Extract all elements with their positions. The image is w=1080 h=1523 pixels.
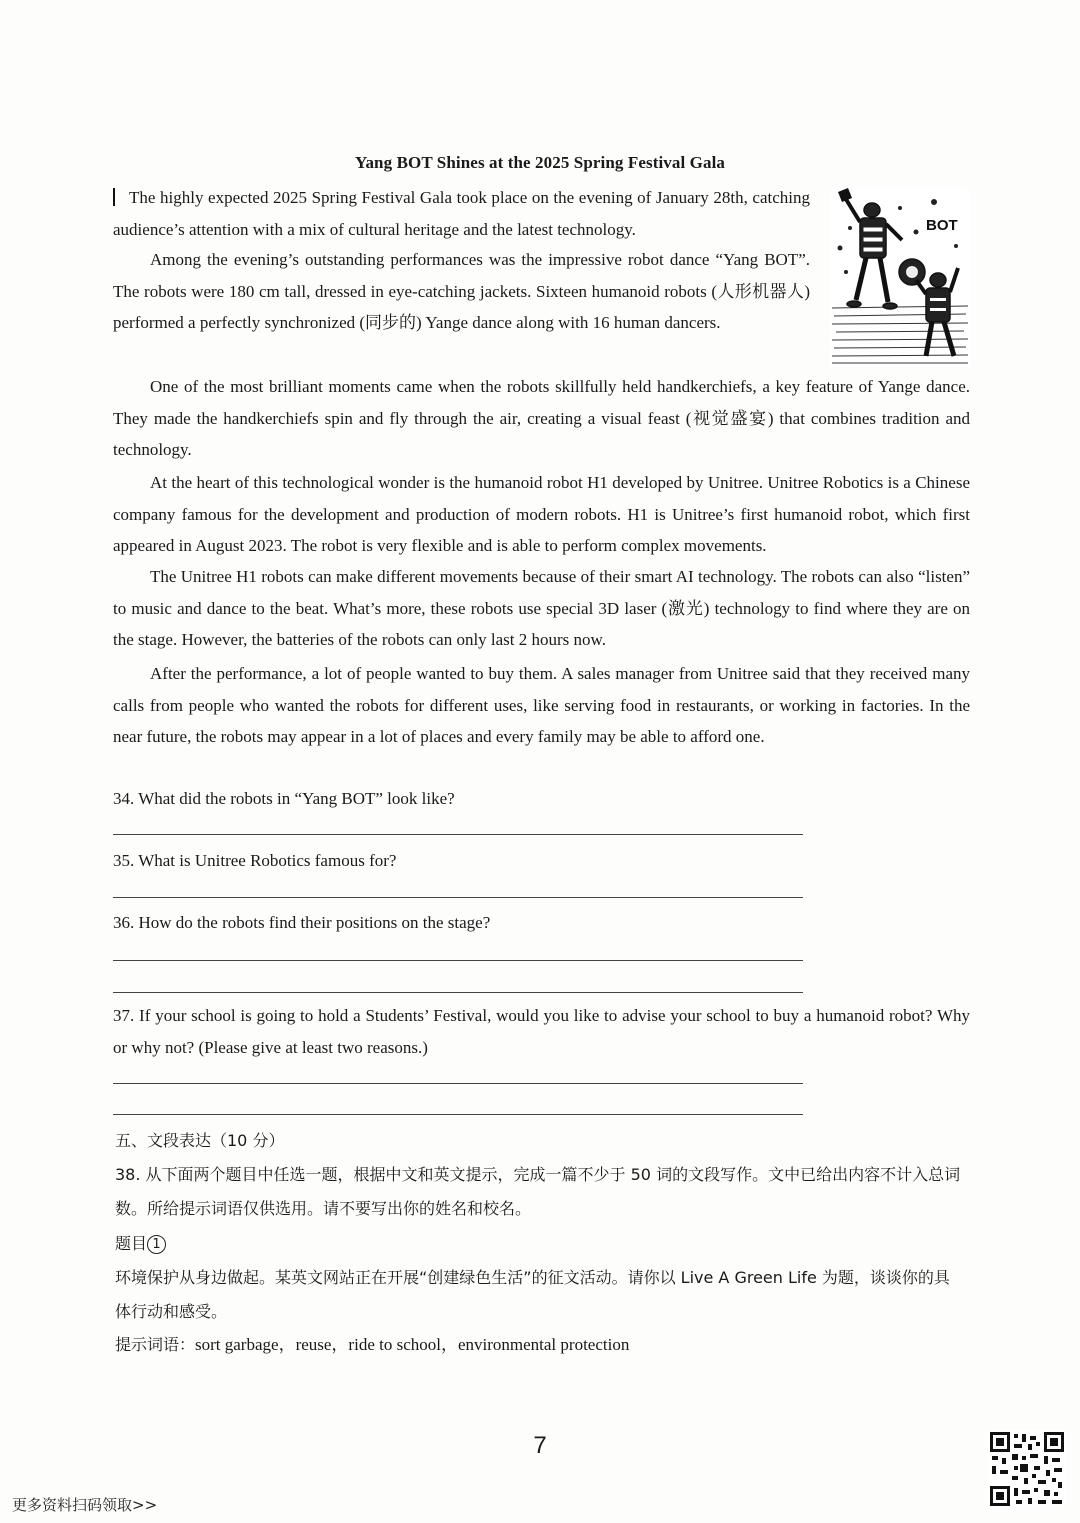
footer-promo-text[interactable]: 更多资料扫码领取>>	[12, 1496, 158, 1514]
section-5-heading: 五、文段表达（10 分）	[115, 1131, 285, 1150]
topic-1-heading	[115, 1227, 965, 1261]
answer-line-34[interactable]	[113, 834, 803, 835]
question-36: 36. How do the robots find their positions on the stage?	[113, 913, 491, 932]
paragraph-3: One of the most brilliant moments came when the robots skillfully held handkerchiefs, a key feature of Yange dance. They made the handkerchiefs spin and fly through the air, creating a visual feast (视觉盛宴) that combines tradition and technology.	[113, 377, 970, 459]
question-37: 37. If your school is going to hold a Students’ Festival, would you like to advise your school to buy a humanoid robot? Why or why not? (Please give at least two reasons.)	[113, 1006, 970, 1057]
hint-words	[115, 1328, 965, 1362]
question-38: 38. 从下面两个题目中任选一题，根据中文和英文提示，完成一篇不少于 50 词的文段写作。文中已给出内容不计入总词数。所给提示词语仅供选用。请不要写出你的姓名和校名。	[115, 1165, 961, 1218]
bot-label: BOT	[926, 217, 958, 234]
answer-line-36b[interactable]	[113, 992, 803, 993]
answer-line-36a[interactable]	[113, 960, 803, 961]
topic-number-circle: 1	[147, 1235, 166, 1254]
paragraph-4: At the heart of this technological wonder is the humanoid robot H1 developed by Unitree. Unitree Robotics is a Chinese company famous for the development and production of modern robots. H1 is Unitree’s first humanoid robot, which first appeared in August 2023. The robot is very flexible and is able to perform complex movements.	[113, 473, 970, 555]
answer-line-37a[interactable]	[113, 1083, 803, 1084]
topic-1-text: 环境保护从身边做起。某英文网站正在开展“创建绿色生活”的征文活动。请你以 Live A Green Life 为题，谈谈你的具体行动和感受。	[115, 1268, 950, 1321]
paragraph-1	[113, 182, 810, 245]
hint-label: 提示词语：	[115, 1335, 196, 1354]
article-title: Yang BOT Shines at the 2025 Spring Festival Gala	[354, 153, 726, 172]
qr-code-icon[interactable]	[988, 1430, 1066, 1508]
topic-label: 题目	[115, 1234, 148, 1253]
paragraph-1-text: The highly expected 2025 Spring Festival Gala took place on the evening of January 28th, catching audience’s attention with a mix of cultural heritage and the latest technology.	[113, 188, 810, 239]
paragraph-5: The Unitree H1 robots can make different movements because of their smart AI technology. The robots can also “listen” to music and dance to the beat. What’s more, these robots use special 3D laser (激光) technology to find where they are on the stage. However, the batteries of the robots can only last 2 hours now.	[113, 567, 970, 649]
question-34: 34. What did the robots in “Yang BOT” look like?	[113, 789, 455, 808]
page-number: 7	[533, 1432, 547, 1459]
hint-words-list: sort garbage，reuse，ride to school，environmental protection	[195, 1335, 630, 1354]
answer-line-35[interactable]	[113, 897, 803, 898]
robot-dance-illustration	[830, 188, 970, 366]
answer-line-37b[interactable]	[113, 1114, 803, 1115]
text-cursor-mark	[113, 188, 115, 206]
paragraph-6: After the performance, a lot of people wanted to buy them. A sales manager from Unitree said that they received many calls from people who wanted the robots for different uses, like serving food in restaurants, or working in factories. In the near future, the robots may appear in a lot of places and every family may be able to afford one.	[113, 664, 970, 746]
question-35: 35. What is Unitree Robotics famous for?	[113, 851, 397, 870]
paragraph-2: Among the evening’s outstanding performances was the impressive robot dance “Yang BOT”. The robots were 180 cm tall, dressed in eye-catching jackets. Sixteen humanoid robots (人形机器人) performed a perfectly synchronized (同步的) Yange dance along with 16 human dancers.	[113, 250, 810, 332]
